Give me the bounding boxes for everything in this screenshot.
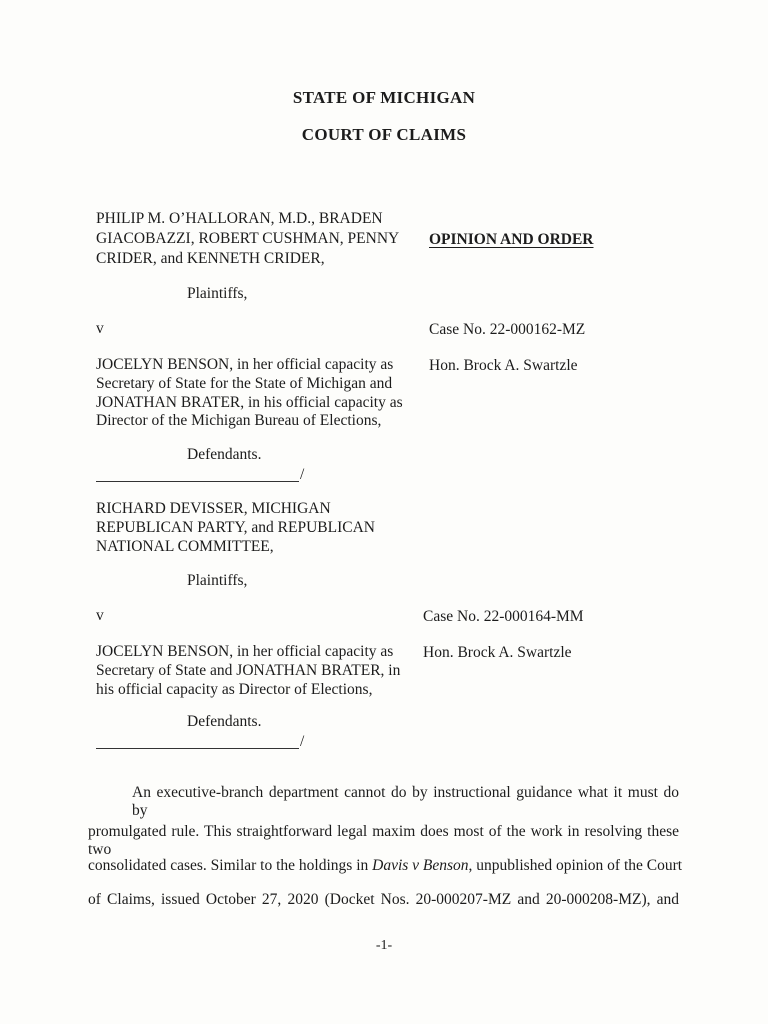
case1-plaintiff-line: GIACOBAZZI, ROBERT CUSHMAN, PENNY xyxy=(96,230,400,247)
case1-defendant-line: JOCELYN BENSON, in her official capacity as xyxy=(96,356,394,373)
case1-plaintiff-line: PHILIP M. O’HALLORAN, M.D., BRADEN xyxy=(96,210,383,227)
case1-defendant-line: Director of the Michigan Bureau of Elections, xyxy=(96,412,382,429)
state-heading: STATE OF MICHIGAN xyxy=(292,88,476,107)
case1-signature-rule xyxy=(96,481,299,482)
page-number: -1- xyxy=(375,938,393,953)
case1-defendant-line: Secretary of State for the State of Michigan and xyxy=(96,375,393,392)
case2-plaintiff-line: RICHARD DEVISSER, MICHIGAN xyxy=(96,500,331,517)
body-line: of Claims, issued October 27, 2020 (Docket Nos. 20-000207-MZ and 20-000208-MZ), and xyxy=(88,891,679,908)
case2-defendant-line: his official capacity as Director of Elections, xyxy=(96,681,373,698)
case2-case-number: Case No. 22-000164-MM xyxy=(423,608,584,625)
case1-judge: Hon. Brock A. Swartzle xyxy=(429,357,578,374)
case1-plaintiff-line: CRIDER, and KENNETH CRIDER, xyxy=(96,250,325,267)
court-heading: COURT OF CLAIMS xyxy=(301,125,467,144)
case2-judge: Hon. Brock A. Swartzle xyxy=(423,644,572,661)
body-line: An executive-branch department cannot do by instructional guidance what it must do by xyxy=(132,784,679,819)
case-citation: Davis v Benson xyxy=(372,857,469,874)
case1-case-number: Case No. 22-000162-MZ xyxy=(429,321,586,338)
body-line: promulgated rule. This straightforward legal maxim does most of the work in resolving these two xyxy=(88,823,679,858)
opinion-title: OPINION AND ORDER xyxy=(429,231,594,248)
case2-plaintiff-line: NATIONAL COMMITTEE, xyxy=(96,538,274,555)
case2-defendant-line: JOCELYN BENSON, in her official capacity as xyxy=(96,643,394,660)
case2-versus: v xyxy=(96,607,104,624)
body-text: consolidated cases. Similar to the holdings in xyxy=(88,857,373,874)
case2-plaintiffs-label: Plaintiffs, xyxy=(187,572,248,589)
case2-signature-rule xyxy=(96,748,299,749)
body-line xyxy=(88,857,683,875)
case1-plaintiffs-label: Plaintiffs, xyxy=(187,285,248,302)
case2-defendants-label: Defendants. xyxy=(187,713,262,730)
case2-rule-slash: / xyxy=(300,733,305,750)
case2-plaintiff-line: REPUBLICAN PARTY, and REPUBLICAN xyxy=(96,519,375,536)
case2-defendant-line: Secretary of State and JONATHAN BRATER, in xyxy=(96,662,401,679)
case1-rule-slash: / xyxy=(300,466,305,483)
case1-versus: v xyxy=(96,320,104,337)
body-text: , unpublished opinion of the Court xyxy=(468,857,683,874)
case1-defendants-label: Defendants. xyxy=(187,446,262,463)
case1-defendant-line: JONATHAN BRATER, in his official capacity as xyxy=(96,394,403,411)
